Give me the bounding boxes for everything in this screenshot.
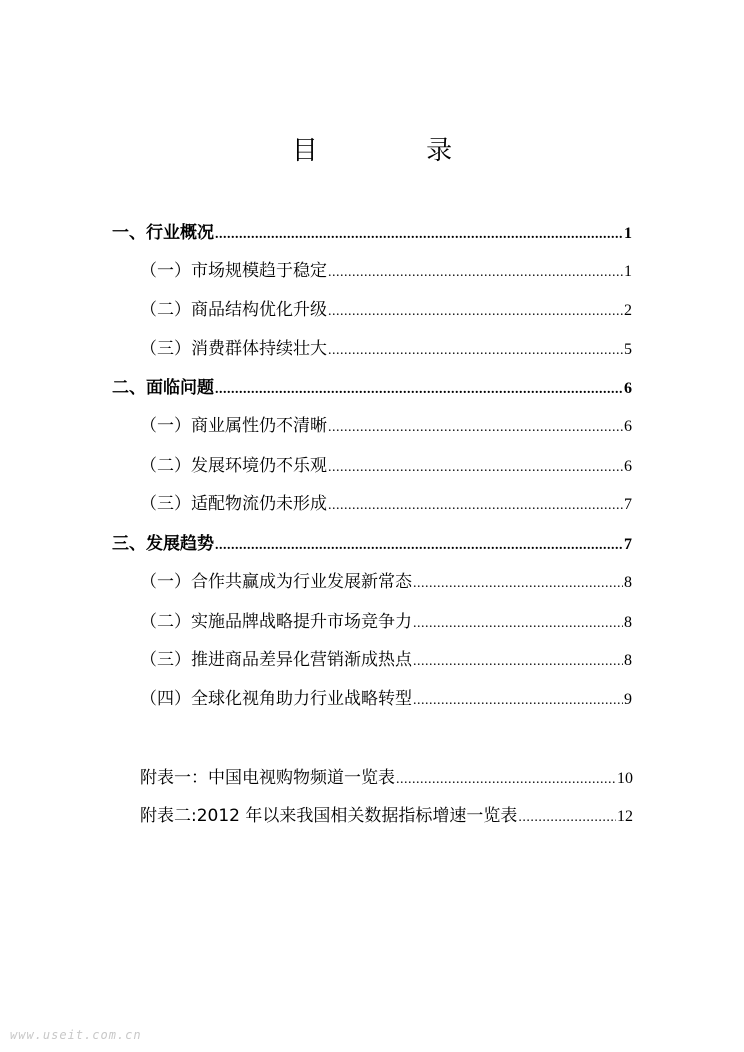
toc-entry[interactable] [140, 489, 632, 514]
toc-entry-text: 一、行业概况 [112, 223, 214, 243]
toc-entry-text: （三）推进商品差异化营销渐成热点 [140, 650, 412, 670]
toc-entry-text: 二、面临问题 [112, 378, 214, 398]
toc-entry[interactable] [112, 218, 632, 243]
toc-entry[interactable] [140, 411, 632, 436]
toc-entry[interactable] [140, 295, 632, 320]
toc-entry-text: （一）市场规模趋于稳定 [140, 261, 327, 281]
toc-leader [396, 772, 616, 788]
toc-entry[interactable] [140, 607, 632, 632]
toc-entry[interactable] [140, 256, 632, 281]
toc-leader [215, 227, 623, 243]
toc-leader [328, 304, 623, 320]
toc-leader [215, 538, 623, 554]
toc-entry-text: （四）全球化视角助力行业战略转型 [140, 689, 412, 709]
toc-entry[interactable] [140, 684, 632, 709]
toc-entry-text: （二）发展环境仍不乐观 [140, 456, 327, 476]
toc-leader [215, 382, 623, 398]
toc-page-number: 1 [624, 225, 632, 242]
appendix-entry[interactable] [140, 801, 633, 826]
appendix-page-number: 12 [617, 808, 633, 825]
toc-entry-text: （三）消费群体持续壮大 [140, 339, 327, 359]
toc-page-number: 7 [624, 536, 632, 553]
toc-entry[interactable] [112, 373, 632, 398]
toc-entry-text: （一）合作共赢成为行业发展新常态 [140, 572, 412, 592]
appendix-entry[interactable] [140, 763, 633, 788]
toc-entry-text: （二）商品结构优化升级 [140, 300, 327, 320]
toc-page-number: 2 [624, 302, 632, 319]
toc-entry-text: （三）适配物流仍未形成 [140, 494, 327, 514]
toc-page-number: 8 [624, 614, 632, 631]
toc-leader [413, 576, 623, 592]
toc-leader [518, 810, 616, 826]
toc-entry[interactable] [140, 451, 632, 476]
toc-leader [328, 460, 623, 476]
toc-entry-text: （一）商业属性仍不清晰 [140, 416, 327, 436]
toc-entry[interactable] [140, 334, 632, 359]
appendix-entry-text: 附表二:2012 年以来我国相关数据指标增速一览表 [140, 806, 518, 826]
toc-entry-text: 三、发展趋势 [112, 534, 214, 554]
toc-leader [328, 420, 623, 436]
toc-page-number: 6 [624, 458, 632, 475]
toc-entry-text: （二）实施品牌战略提升市场竞争力 [140, 612, 412, 632]
appendix-page-number: 10 [617, 770, 633, 787]
toc-leader [413, 693, 623, 709]
appendix-entry-text: 附表一：中国电视购物频道一览表 [140, 768, 395, 788]
toc-leader [413, 654, 623, 670]
toc-page-number: 6 [624, 418, 632, 435]
toc-page-number: 8 [624, 652, 632, 669]
toc-page-number: 7 [624, 496, 632, 513]
toc-page-number: 9 [624, 691, 632, 708]
toc-leader [328, 265, 623, 281]
watermark: www.useit.com.cn [10, 1028, 142, 1042]
toc-entry[interactable] [140, 645, 632, 670]
toc-page-number: 8 [624, 574, 632, 591]
toc-leader [328, 498, 623, 514]
toc-entry[interactable] [112, 529, 632, 554]
toc-page-number: 6 [624, 380, 632, 397]
toc-page-number: 5 [624, 341, 632, 358]
toc-page-number: 1 [624, 263, 632, 280]
toc-leader [413, 616, 623, 632]
toc-leader [328, 343, 623, 359]
toc-entry[interactable] [140, 567, 632, 592]
page-title: 目 录 [291, 136, 503, 166]
